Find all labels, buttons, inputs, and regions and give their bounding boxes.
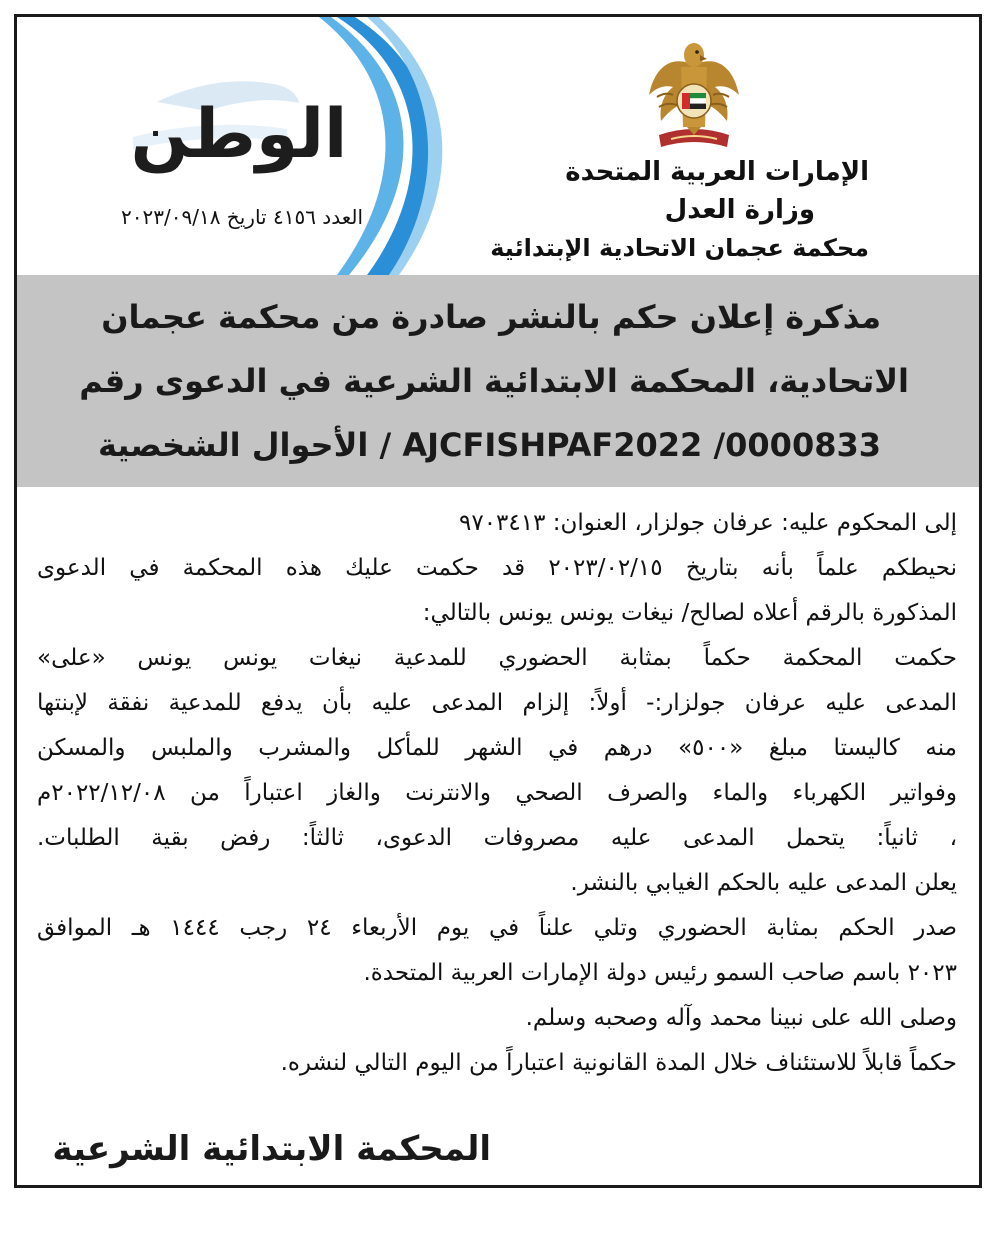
- case-number: AJCFISHPAF2022 /0000833: [402, 426, 881, 464]
- body-line: حكمت المحكمة حكماً بمثابة الحضوري للمدعية نيغات يونس يونس «على»: [37, 645, 957, 671]
- body-line: وفواتير الكهرباء والماء والصرف الصحي والانترنت والغاز اعتباراً من ٢٠٢٢/١٢/٠٨م: [37, 780, 957, 806]
- government-heading: [489, 153, 869, 267]
- body-line: المذكورة بالرقم أعلاه لصالح/ نيغات يونس يونس بالتالي:: [422, 600, 957, 626]
- issue-number-date: العدد ٤١٥٦ تاريخ ٢٠٢٣/٠٩/١٨: [121, 205, 363, 229]
- notice-body: [37, 501, 957, 1086]
- court-name: محكمة عجمان الاتحادية الإبتدائية: [490, 234, 869, 262]
- newspaper-logo: [37, 17, 457, 275]
- body-line: وصلى الله على نبينا محمد وآله وصحبه وسلم.: [525, 1005, 957, 1031]
- body-line: المدعى عليه عرفان جولزار:- أولاً: إلزام المدعى عليه بأن يدفع للمدعية نفقة لإبنتها: [37, 690, 957, 716]
- banner-line-3: [98, 415, 881, 475]
- court-signature: المحكمة الابتدائية الشرعية: [52, 1129, 491, 1169]
- body-line: إلى المحكوم عليه: عرفان جولزار، العنوان: ٩٧٠٣٤١٣: [458, 510, 957, 536]
- notice-header: [17, 17, 979, 275]
- body-line: منه كاليستا مبلغ «٥٠٠» درهم في الشهر للمأكل والمشرب والملبس والمسكن: [37, 735, 957, 761]
- body-line: ، ثانياً: يتحمل المدعى عليه مصروفات الدعوى، ثالثاً: رفض بقية الطلبات.: [37, 825, 957, 851]
- banner-line-2: الاتحادية، المحكمة الابتدائية الشرعية في الدعوى رقم: [79, 362, 909, 400]
- body-line: ٢٠٢٣ باسم صاحب السمو رئيس دولة الإمارات العربية المتحدة.: [363, 960, 957, 986]
- body-line: صدر الحكم بمثابة الحضوري وتلي علناً في يوم الأربعاء ٢٤ رجب ١٤٤٤ هـ الموافق: [37, 915, 957, 941]
- notice-frame: [14, 14, 982, 1188]
- notice-title-banner: [17, 275, 979, 487]
- country-name: الإمارات العربية المتحدة: [565, 157, 869, 187]
- newspaper-title: الوطن: [130, 95, 348, 174]
- body-line: نحيطكم علماً بأنه بتاريخ ٢٠٢٣/٠٢/١٥ قد حكمت عليك هذه المحكمة في الدعوى: [37, 555, 957, 581]
- uae-emblem-icon: [643, 35, 745, 159]
- banner-line-1: مذكرة إعلان حكم بالنشر صادرة من محكمة عجمان: [101, 298, 881, 336]
- body-line: يعلن المدعى عليه بالحكم الغيابي بالنشر.: [570, 870, 957, 896]
- body-line: حكماً قابلاً للاستئناف خلال المدة القانونية اعتباراً من اليوم التالي لنشره.: [280, 1050, 957, 1076]
- case-type: / الأحوال الشخصية: [97, 426, 403, 464]
- ministry-name: وزارة العدل: [664, 195, 815, 225]
